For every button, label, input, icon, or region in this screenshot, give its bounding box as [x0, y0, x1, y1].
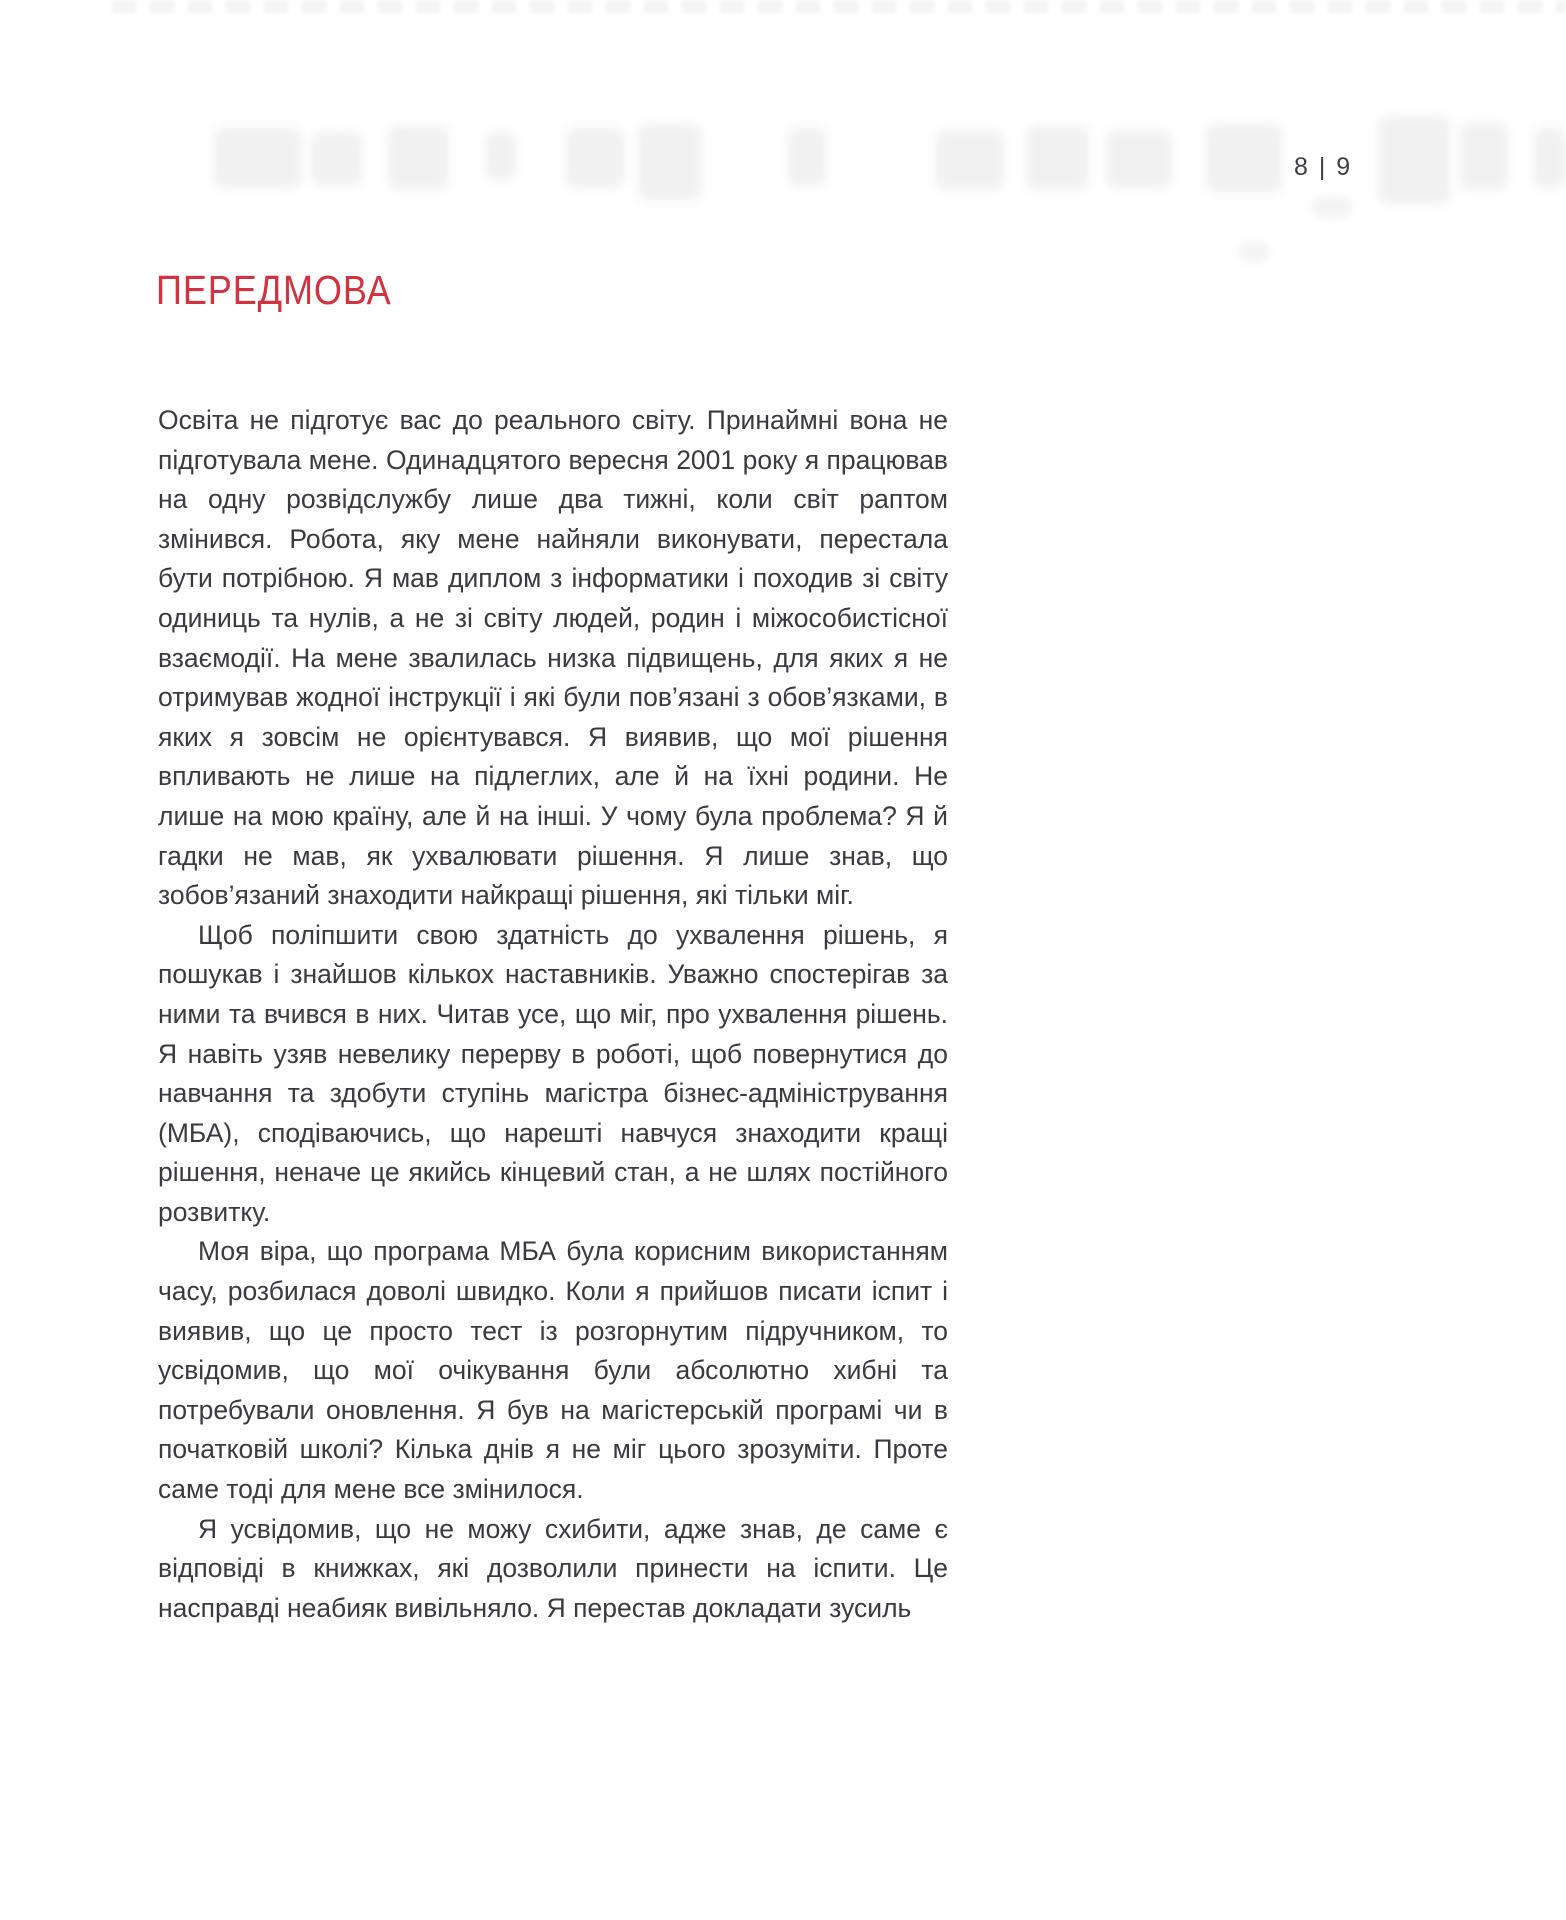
- bleedthrough-blot: [1534, 128, 1566, 188]
- paragraph-1: Освіта не підготує вас до реального світу. Принаймні вона не підготувала мене. Одинадцятого вересня 2001 року я працював на одну розвідслужбу лише два тижні, коли світ раптом змінився. Робота, яку мене найняли виконувати, перестала бути потрібною. Я мав диплом з інформатики і походив зі світу одиниць та нулів, а не зі світу людей, родин і міжособистісної взаємодії. На мене звалилась низка підвищень, для яких я не отримував жодної інструкції і які були пов’язані з обов’язками, в яких я зовсім не орієнтувався. Я виявив, що мої рішення впливають не лише на підлеглих, але й на їхні родини. Не лише на мою країну, але й на інші. У чому була проблема? Я й гадки не мав, як ухвалювати рішення. Я лише знав, що зобов’язаний знаходити найкращі рішення, які тільки міг.: [158, 405, 948, 911]
- bleedthrough-blot: [1206, 124, 1282, 192]
- bleedthrough-blot: [1312, 196, 1352, 218]
- bleedthrough-blot: [638, 124, 702, 200]
- bleedthrough-blot: [312, 132, 362, 186]
- paragraph-3: Моя віра, що програма МБА була корисним використанням часу, розбилася доволі швидко. Коли я прийшов писати іспит і виявив, що це просто тест із розгорнутим підручником, то усвідомив, що мої очікування були абсолютно хибні та потребували оновлення. Я був на магістерській програмі чи в початковій школі? Кілька днів я не міг цього зрозуміти. Проте саме тоді для мене все змінилося.: [158, 1236, 948, 1505]
- bleedthrough-blot: [936, 130, 1004, 190]
- bleedthrough-blot: [566, 128, 624, 188]
- bleedthrough-blot: [214, 128, 302, 188]
- bleedthrough-blot: [788, 128, 826, 186]
- bleedthrough-blot: [1378, 116, 1450, 204]
- bleedthrough-top-strip: [112, 0, 1566, 13]
- paragraph-2: Щоб поліпшити свою здатність до ухвалення рішень, я пошукав і знайшов кількох наставників. Уважно спостерігав за ними та вчився в них. Читав усе, що міг, про ухвалення рішень. Я навіть узяв невелику перерву в роботі, щоб повернутися до навчання та здобути ступінь магістра бізнес-адміністрування (МБА), сподіваючись, що нарешті навчуся знаходити кращі рішення, неначе це якийсь кінцевий стан, а не шлях постійного розвитку.: [158, 919, 948, 1227]
- bleedthrough-blot: [1106, 130, 1172, 188]
- bleedthrough-blot: [1460, 122, 1508, 190]
- page-number: 8 | 9: [1294, 153, 1353, 181]
- bleedthrough-blot: [388, 126, 448, 190]
- bleedthrough-blot: [1026, 126, 1088, 190]
- bleedthrough-blot: [1238, 242, 1270, 262]
- paragraph-4: Я усвідомив, що не можу схибити, адже знав, де саме є відповіді в книжках, які дозволили принести на іспити. Це насправді неабияк вивільняло. Я перестав докладати зусиль: [158, 1513, 948, 1623]
- body-text-column: [158, 401, 948, 1628]
- chapter-heading: ПЕРЕДМОВА: [156, 267, 392, 313]
- bleedthrough-blot: [486, 132, 516, 180]
